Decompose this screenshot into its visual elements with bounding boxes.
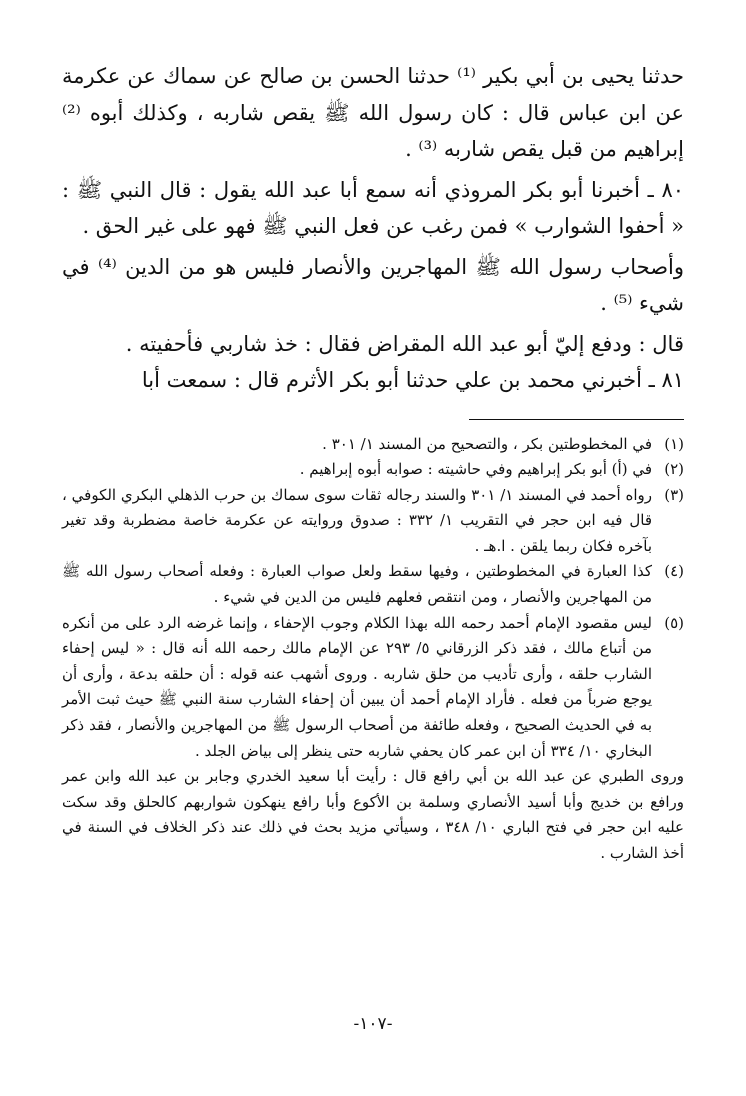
footnote-number: (١) <box>664 434 684 453</box>
page-body <box>62 58 684 867</box>
page-number: -١٠٧- <box>353 1014 393 1034</box>
footnote-number: (٢) <box>664 460 684 479</box>
footnote <box>62 457 684 483</box>
footnote-text: في المخطوطتين بكر ، والتصحيح من المسند ١/ ٣٠١ . <box>322 434 652 453</box>
footnote <box>62 559 684 610</box>
footnote <box>62 483 684 560</box>
main-paragraph: حدثنا يحيى بن أبي بكير ⁽¹⁾ حدثنا الحسن بن صالح عن سماك عن عكرمة عن ابن عباس قال : كان رسول الله ﷺ يقص شاربه ، وكذلك أبوه ⁽²⁾ إبراهيم من قبل يقص شاربه ⁽³⁾ . <box>62 64 684 161</box>
main-paragraph: ٨١ ـ أخبرني محمد بن علي حدثنا أبو بكر الأثرم قال : سمعت أبا <box>141 368 684 392</box>
footnote-number: (٣) <box>664 485 684 504</box>
footnote <box>62 432 684 458</box>
footnotes <box>62 432 684 867</box>
main-paragraph: قال : ودفع إليّ أبو عبد الله المقراض فقال : خذ شاربي فأحفيته . <box>125 331 684 356</box>
footnote <box>62 611 684 765</box>
footnote-divider <box>469 419 684 420</box>
footnote-text: في (أ) أبو بكر إبراهيم وفي حاشيته : صوابه أبوه إبراهيم . <box>299 460 652 479</box>
footnote-number: (٤) <box>664 562 684 581</box>
footnote-text: كذا العبارة في المخطوطتين ، وفيها سقط ولعل صواب العبارة : وفعله أصحاب رسول الله ﷺ من المهاجرين والأنصار ، ومن انتقص فعلهم فليس من الدين في شيء . <box>62 562 652 607</box>
footnote-text: ليس مقصود الإمام أحمد رحمه الله بهذا الكلام وجوب الإحفاء ، وإنما غرضه الرد على من أنكره من أتباع مالك ، فقد ذكر الزرقاني ٥/ ٢٩٣ عن الإمام مالك رحمه الله أنه قال : « ليس إحفاء الشارب حلقه ، وأرى تأديب من حلق شاربه . وروى أشهب عنه قوله : أن حلقه بدعة ، وأرى أن يوجع ضرباً من فعله . فأراد الإمام أحمد أن يبين أن إحفاء الشارب سنة النبي ﷺ حيث ثبت الأمر به في الحديث الصحيح ، وفعله طائفة من أصحاب الرسول ﷺ من المهاجرين والأنصار ، فقد ذكر البخاري ١٠/ ٣٣٤ أن ابن عمر كان يحفي شاربه حتى ينظر إلى بياض الجلد . <box>62 613 652 760</box>
main-paragraph: وأصحاب رسول الله ﷺ المهاجرين والأنصار فليس هو من الدين ⁽⁴⁾ في شيء ⁽⁵⁾ . <box>62 254 685 315</box>
footnote-text: رواه أحمد في المسند ١/ ٣٠١ والسند رجاله ثقات سوى سماك بن حرب الذهلي البكري الكوفي ، قال فيه ابن حجر في التقريب ١/ ٣٣٢ : صدوق وروايته عن عكرمة خاصة مضطربة وقد تغير بآخره فكان ربما يلقن . ا.هـ . <box>62 485 652 555</box>
footnote-continuation: وروى الطبري عن عبد الله بن أبي رافع قال : رأيت أبا سعيد الخدري وجابر بن عبد الله وابن عمر ورافع بن خديج وأبا أسيد الأنصاري وسلمة بن الأكوع وأبا رافع ينهكون شواربهم كالحلق وقد سكت عليه ابن حجر في فتح الباري ١٠/ ٣٤٨ ، وسيأتي مزيد بحث في ذلك عند ذكر الخلاف في السنة في أخذ الشارب . <box>62 767 684 862</box>
main-text <box>62 58 684 399</box>
footnote-number: (٥) <box>664 613 684 632</box>
main-paragraph: ٨٠ ـ أخبرنا أبو بكر المروذي أنه سمع أبا عبد الله يقول : قال النبي ﷺ : « أحفوا الشوارب » فمن رغب عن فعل النبي ﷺ فهو على غير الحق . <box>62 177 684 238</box>
